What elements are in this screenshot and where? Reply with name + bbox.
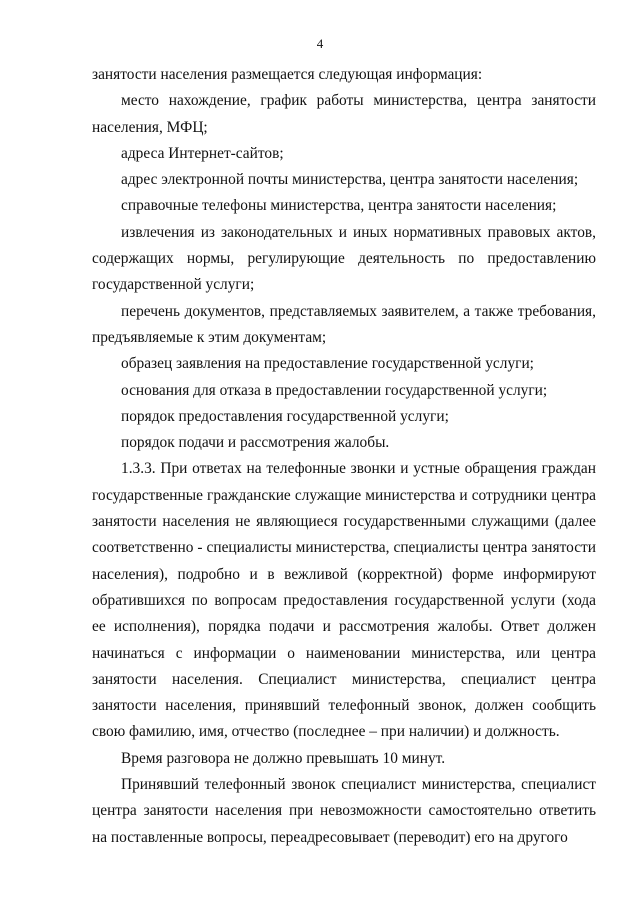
paragraph-section-1-3-3: 1.3.3. При ответах на телефонные звонки и устные обращения граждан государственные гражданские служащие министерства и сотрудники центра занятости населения не являющиеся государственными служащими (далее соответственно - специалисты министерства, специалисты центра занятости населения), подробно и в вежливой (корректной) форме информируют обратившихся по вопросам предоставления государственной услуги (хода ее исполнения), порядка подачи и рассмотрения жалобы. Ответ должен начинаться с информации о наименовании министерства, или центра занятости населения. Специалист министерства, специалист центра занятости населения, принявший телефонный звонок, должен сообщить свою фамилию, имя, отчество (последнее – при наличии) и должность. xyxy=(92,460,596,741)
list-item-location-schedule: место нахождение, график работы министерства, центра занятости населения, МФЦ; xyxy=(92,92,596,136)
document-body xyxy=(92,62,596,851)
paragraph-call-duration: Время разговора не должно превышать 10 минут. xyxy=(121,749,446,767)
list-item-application-sample: образец заявления на предоставление государственной услуги; xyxy=(121,355,534,373)
list-item-legal-extracts: извлечения из законодательных и иных нормативных правовых актов, содержащих нормы, регулирующие деятельность по предоставлению государственной услуги; xyxy=(92,223,596,294)
list-item-documents: перечень документов, представляемых заявителем, а также требования, предъявляемые к этим документам; xyxy=(92,302,596,346)
list-item-phones: справочные телефоны министерства, центра занятости населения; xyxy=(121,197,557,215)
list-item-refusal-grounds: основания для отказа в предоставлении государственной услуги; xyxy=(121,381,548,399)
list-item-complaints: порядок подачи и рассмотрения жалобы. xyxy=(121,434,390,452)
list-item-service-procedure: порядок предоставления государственной услуги; xyxy=(121,407,449,425)
paragraph-info-intro: занятости населения размещается следующая информация: xyxy=(92,66,483,83)
list-item-email: адрес электронной почты министерства, центра занятости населения; xyxy=(121,171,579,189)
list-item-websites: адреса Интернет-сайтов; xyxy=(121,144,284,162)
page-number: 4 xyxy=(316,36,324,51)
paragraph-call-redirect: Принявший телефонный звонок специалист министерства, специалист центра занятости населения при невозможности самостоятельно ответить на поставленные вопросы, переадресовывает (переводит) его на другого xyxy=(92,776,596,846)
